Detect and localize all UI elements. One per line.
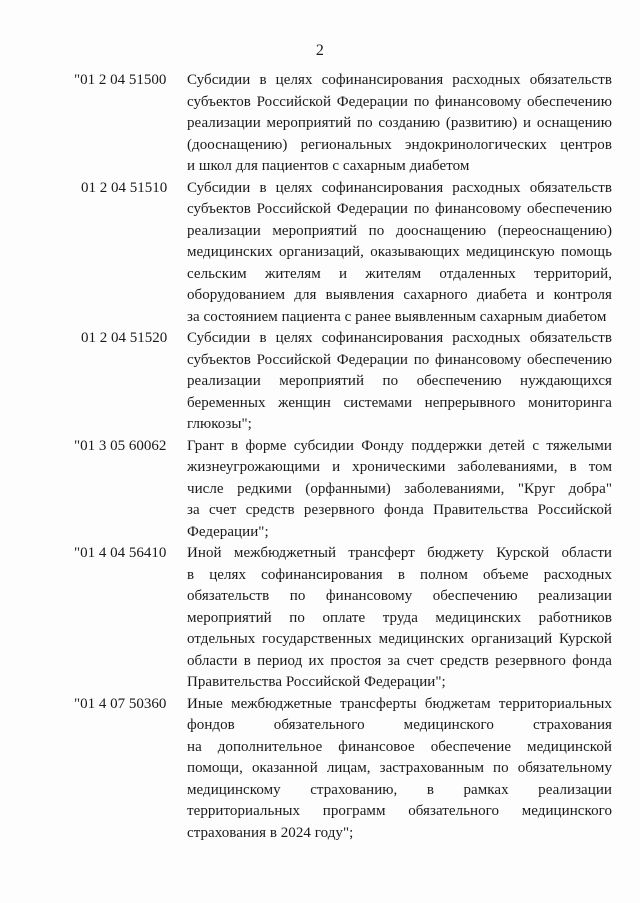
description-line: области в период их простоя за счет средств резервного фонда: [187, 652, 612, 669]
description-line: страхования в 2024 году";: [187, 824, 354, 841]
description-line: отдельных государственных медицинских организаций Курской: [187, 631, 612, 647]
budget-entry: [70, 543, 612, 694]
budget-entry: [70, 70, 612, 178]
budget-entry: [70, 328, 612, 436]
description-line: числе редкими (орфанными) заболеваниями, "Круг добра": [187, 480, 612, 497]
budget-entry: [70, 178, 612, 329]
description-line: обязательств по финансовому обеспечению реализации: [187, 588, 612, 604]
description-line: медицинскому страхованию, в рамках реализации: [187, 781, 612, 798]
description-line: и школ для пациентов с сахарным диабетом: [187, 158, 470, 174]
description-line: помощи, оказанной лицам, застрахованным по обязательному: [187, 760, 612, 776]
budget-description: [187, 328, 612, 436]
description-line: территориальных программ обязательного медицинского: [187, 803, 612, 819]
budget-description: [187, 694, 612, 845]
description-line: глюкозы";: [187, 416, 252, 432]
description-line: Правительства Российской Федерации";: [187, 674, 446, 690]
description-line: сельским жителям и жителям отдаленных территорий,: [187, 265, 612, 282]
description-line: оборудованием для выявления сахарного диабета и контроля: [187, 287, 612, 303]
description-line: медицинских организаций, оказывающих медицинскую помощь: [187, 244, 612, 260]
budget-code: 01 2 04 51510: [81, 179, 168, 196]
description-line: Федерации";: [187, 523, 269, 540]
budget-entry: [70, 436, 612, 544]
budget-description: [187, 70, 612, 178]
description-line: в целях софинансирования в полном объеме расходных: [187, 566, 612, 583]
description-line: реализации мероприятий по созданию (развитию) и оснащению: [187, 115, 612, 131]
description-line: Субсидии в целях софинансирования расходных обязательств: [187, 72, 612, 88]
budget-description: [187, 436, 612, 544]
description-line: субъектов Российской Федерации по финансовому обеспечению: [187, 201, 612, 217]
page-number: 2: [315, 42, 325, 59]
description-line: на дополнительное финансовое обеспечение медицинской: [187, 738, 612, 755]
description-line: за счет средств резервного фонда Правительства Российской: [187, 502, 612, 518]
description-line: фондов обязательного медицинского страхования: [187, 717, 612, 733]
budget-description: [187, 178, 612, 329]
description-line: реализации мероприятий по дооснащению (переоснащению): [187, 222, 612, 239]
budget-code: "01 2 04 51500: [74, 72, 167, 88]
description-line: (дооснащению) региональных эндокринологических центров: [187, 136, 612, 153]
budget-code: "01 4 07 50360: [74, 695, 167, 712]
description-line: Иной межбюджетный трансферт бюджету Курской области: [187, 545, 612, 561]
description-line: реализации мероприятий по обеспечению нуждающихся: [187, 373, 612, 389]
description-line: Субсидии в целях софинансирования расходных обязательств: [187, 330, 612, 346]
description-line: Субсидии в целях софинансирования расходных обязательств: [187, 179, 612, 196]
description-line: жизнеугрожающими и хроническими заболеваниями, в том: [187, 459, 612, 475]
description-line: Грант в форме субсидии Фонду поддержки детей с тяжелыми: [187, 437, 612, 454]
budget-code: "01 4 04 56410: [74, 545, 167, 561]
budget-entry: [70, 694, 612, 845]
description-line: за состоянием пациента с ранее выявленным сахарным диабетом: [187, 308, 607, 325]
budget-description: [187, 543, 612, 694]
budget-classification-list: [70, 70, 612, 844]
description-line: субъектов Российской Федерации по финансовому обеспечению: [187, 351, 612, 368]
budget-code: 01 2 04 51520: [81, 330, 168, 346]
description-line: беременных женщин системами непрерывного мониторинга: [187, 394, 612, 411]
description-line: субъектов Российской Федерации по финансовому обеспечению: [187, 93, 612, 110]
budget-code: "01 3 05 60062: [74, 437, 167, 454]
description-line: мероприятий по оплате труда медицинских работников: [187, 609, 612, 626]
description-line: Иные межбюджетные трансферты бюджетам территориальных: [187, 695, 612, 712]
